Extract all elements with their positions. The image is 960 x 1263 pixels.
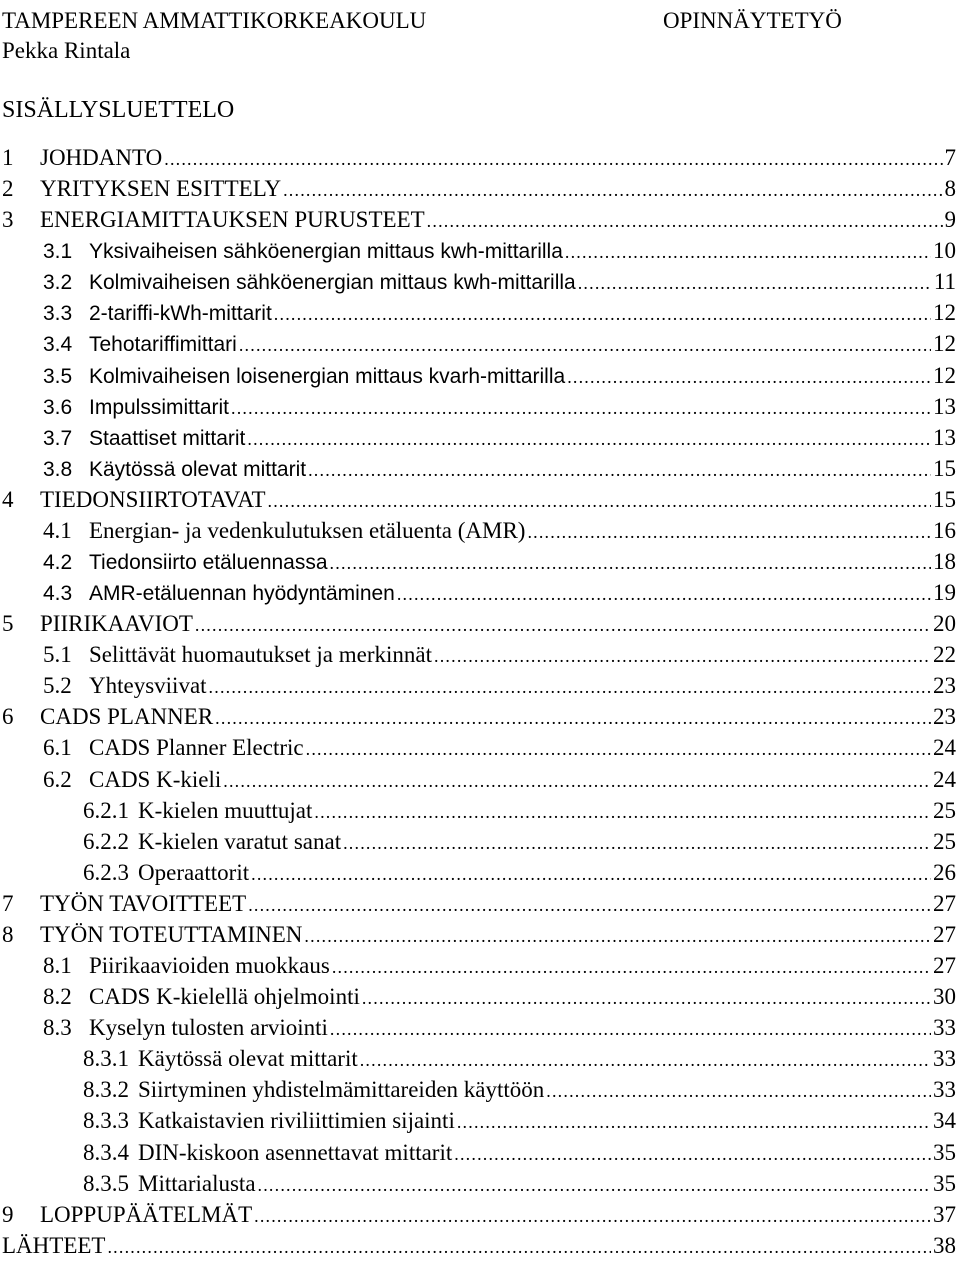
toc-entry-page: 18 bbox=[933, 549, 956, 575]
toc-entry-title: ENERGIAMITTAUKSEN PURUSTEET bbox=[40, 207, 425, 233]
toc-entry[interactable] bbox=[0, 1074, 960, 1105]
toc-entry-number: 2 bbox=[2, 176, 14, 202]
toc-entry-number: 6.2 bbox=[43, 766, 72, 792]
toc-entry-title: K-kielen varatut sanat bbox=[138, 828, 342, 854]
toc-entry-title: Siirtyminen yhdistelmämittareiden käyttöön bbox=[138, 1077, 545, 1103]
toc-entry-title: Staattiset mittarit bbox=[89, 426, 246, 450]
toc-entry-number: 7 bbox=[2, 890, 14, 916]
toc-leader-dots bbox=[274, 299, 931, 330]
toc-entry-number: 3.6 bbox=[43, 395, 73, 419]
toc-entry-page: 23 bbox=[933, 704, 956, 730]
toc-entry-page: 34 bbox=[933, 1108, 956, 1134]
toc-entry[interactable] bbox=[0, 453, 960, 484]
toc-entry-title: CADS Planner Electric bbox=[89, 735, 304, 761]
toc-leader-dots bbox=[209, 672, 931, 703]
toc-leader-dots bbox=[248, 890, 931, 921]
toc-leader-dots bbox=[223, 766, 931, 797]
toc-entry-number: 3.1 bbox=[43, 240, 73, 264]
toc-entry-title: CADS K-kieli bbox=[89, 766, 222, 792]
toc-leader-dots bbox=[164, 144, 942, 175]
toc-leader-dots bbox=[283, 175, 942, 206]
toc-entry[interactable] bbox=[0, 173, 960, 204]
toc-leader-dots bbox=[314, 797, 931, 828]
toc-entry-title: Mittarialusta bbox=[138, 1170, 256, 1196]
toc-entry[interactable] bbox=[0, 1105, 960, 1136]
toc-heading: SISÄLLYSLUETTELO bbox=[2, 97, 235, 123]
toc-leader-dots bbox=[434, 641, 931, 672]
toc-leader-dots bbox=[239, 330, 931, 361]
toc-leader-dots bbox=[332, 952, 931, 983]
toc-entry-title: Kyselyn tulosten arviointi bbox=[89, 1015, 328, 1041]
toc-entry-number: 3.3 bbox=[43, 302, 73, 326]
table-of-contents bbox=[0, 142, 960, 1261]
institution-name: TAMPEREEN AMMATTIKORKEAKOULU bbox=[2, 8, 427, 33]
toc-entry-title: Tehotariffimittari bbox=[89, 333, 237, 357]
toc-leader-dots bbox=[343, 828, 931, 859]
toc-entry-page: 35 bbox=[933, 1170, 956, 1196]
toc-entry[interactable] bbox=[0, 732, 960, 763]
toc-entry-number: 6.2.1 bbox=[83, 797, 129, 823]
toc-entry-number: 5.1 bbox=[43, 642, 72, 668]
toc-entry-page: 12 bbox=[933, 331, 956, 357]
toc-entry-page: 33 bbox=[933, 1046, 956, 1072]
toc-leader-dots bbox=[195, 610, 931, 641]
toc-entry-page: 12 bbox=[933, 300, 956, 326]
toc-entry-number: 9 bbox=[2, 1201, 14, 1227]
toc-entry-title: TIEDONSIIRTOTAVAT bbox=[40, 486, 266, 512]
toc-entry-number: 6 bbox=[2, 704, 14, 730]
toc-entry-page: 30 bbox=[933, 984, 956, 1010]
toc-entry-title: YRITYKSEN ESITTELY bbox=[40, 176, 282, 202]
toc-entry-page: 27 bbox=[933, 921, 956, 947]
toc-entry[interactable] bbox=[0, 577, 960, 608]
toc-entry[interactable] bbox=[0, 235, 960, 266]
toc-entry-number: 8.3.2 bbox=[83, 1077, 129, 1103]
toc-entry-title: Yksivaiheisen sähköenergian mittaus kwh-mittarilla bbox=[89, 240, 563, 264]
toc-entry[interactable] bbox=[0, 360, 960, 391]
toc-entry-number: 4.1 bbox=[43, 517, 72, 543]
toc-entry-title: Käytössä olevat mittarit bbox=[138, 1046, 358, 1072]
toc-entry-number: 8.3.4 bbox=[83, 1139, 129, 1165]
toc-entry-page: 9 bbox=[944, 207, 956, 233]
toc-entry-title: Operaattorit bbox=[138, 859, 250, 885]
toc-entry-page: 33 bbox=[933, 1015, 956, 1041]
toc-leader-dots bbox=[330, 548, 931, 579]
toc-entry[interactable] bbox=[0, 670, 960, 701]
toc-leader-dots bbox=[304, 921, 931, 952]
toc-entry[interactable] bbox=[0, 701, 960, 732]
toc-entry[interactable] bbox=[0, 608, 960, 639]
toc-entry-number: 3 bbox=[2, 207, 14, 233]
toc-entry-page: 12 bbox=[933, 362, 956, 388]
toc-entry-page: 35 bbox=[933, 1139, 956, 1165]
toc-entry-title: Katkaistavien riviliittimien sijainti bbox=[138, 1108, 455, 1134]
toc-entry[interactable] bbox=[0, 888, 960, 919]
toc-entry-number: 8.3 bbox=[43, 1015, 72, 1041]
toc-entry-page: 24 bbox=[933, 735, 956, 761]
toc-leader-dots bbox=[362, 983, 931, 1014]
toc-entry-page: 27 bbox=[933, 953, 956, 979]
toc-entry[interactable] bbox=[0, 266, 960, 297]
toc-entry-page: 15 bbox=[933, 486, 956, 512]
toc-entry-page: 13 bbox=[933, 424, 956, 450]
toc-entry[interactable] bbox=[0, 1012, 960, 1043]
toc-entry-title: TYÖN TOTEUTTAMINEN bbox=[40, 921, 303, 947]
document-type: OPINNÄYTETYÖ bbox=[663, 8, 842, 33]
toc-entry[interactable] bbox=[0, 204, 960, 235]
toc-entry[interactable] bbox=[0, 328, 960, 359]
toc-entry-number: 4 bbox=[2, 486, 14, 512]
toc-entry-page: 7 bbox=[944, 145, 956, 170]
toc-entry[interactable] bbox=[0, 1230, 960, 1261]
toc-entry-title: K-kielen muuttujat bbox=[138, 797, 313, 823]
toc-entry-page: 24 bbox=[933, 766, 956, 792]
toc-entry-number: 5 bbox=[2, 611, 14, 637]
toc-entry-number: 8.3.1 bbox=[83, 1046, 129, 1072]
toc-entry[interactable] bbox=[0, 639, 960, 670]
toc-leader-dots bbox=[567, 362, 931, 393]
toc-entry-page: 11 bbox=[933, 269, 956, 295]
toc-entry-title: Yhteysviivat bbox=[89, 673, 207, 699]
toc-entry-title: Tiedonsiirto etäluennassa bbox=[89, 551, 328, 575]
toc-entry[interactable] bbox=[0, 1199, 960, 1230]
toc-leader-dots bbox=[578, 268, 932, 299]
toc-entry[interactable] bbox=[0, 826, 960, 857]
toc-entry-page: 22 bbox=[933, 642, 956, 668]
toc-entry-page: 8 bbox=[944, 176, 956, 202]
toc-entry-title: Kolmivaiheisen loisenergian mittaus kvarh-mittarilla bbox=[89, 364, 566, 388]
toc-leader-dots bbox=[397, 579, 931, 610]
toc-entry-page: 38 bbox=[933, 1232, 956, 1258]
toc-entry[interactable] bbox=[0, 546, 960, 577]
toc-leader-dots bbox=[546, 1076, 931, 1107]
toc-entry-title: 2-tariffi-kWh-mittarit bbox=[89, 302, 272, 326]
toc-entry[interactable] bbox=[0, 142, 960, 173]
toc-entry-page: 23 bbox=[933, 673, 956, 699]
toc-entry[interactable] bbox=[0, 795, 960, 826]
toc-leader-dots bbox=[268, 486, 931, 517]
toc-entry-number: 8 bbox=[2, 921, 14, 947]
toc-leader-dots bbox=[251, 859, 931, 890]
toc-entry[interactable] bbox=[0, 981, 960, 1012]
toc-leader-dots bbox=[454, 1139, 931, 1170]
toc-entry-title: Kolmivaiheisen sähköenergian mittaus kwh-mittarilla bbox=[89, 271, 576, 295]
toc-entry[interactable] bbox=[0, 391, 960, 422]
toc-entry-title: Energian- ja vedenkulutuksen etäluenta (AMR) bbox=[89, 517, 526, 543]
toc-entry-page: 16 bbox=[933, 517, 956, 543]
toc-entry-page: 37 bbox=[933, 1201, 956, 1227]
toc-entry-title: TYÖN TAVOITTEET bbox=[40, 890, 247, 916]
toc-entry-number: 8.3.5 bbox=[83, 1170, 129, 1196]
toc-entry[interactable] bbox=[0, 515, 960, 546]
toc-entry-page: 20 bbox=[933, 611, 956, 637]
toc-entry[interactable] bbox=[0, 1043, 960, 1074]
toc-entry-title: Selittävät huomautukset ja merkinnät bbox=[89, 642, 433, 668]
toc-leader-dots bbox=[308, 455, 931, 486]
page-header bbox=[0, 2, 960, 72]
toc-entry-page: 10 bbox=[933, 238, 956, 264]
toc-entry[interactable] bbox=[0, 919, 960, 950]
toc-entry-page: 15 bbox=[933, 455, 956, 481]
toc-entry-title: LOPPUPÄÄTELMÄT bbox=[40, 1201, 253, 1227]
toc-entry-title: Piirikaavioiden muokkaus bbox=[89, 953, 330, 979]
toc-entry-number: 3.7 bbox=[43, 426, 73, 450]
toc-entry-number: 8.2 bbox=[43, 984, 72, 1010]
toc-entry-number: 4.3 bbox=[43, 582, 73, 606]
toc-leader-dots bbox=[306, 734, 931, 765]
toc-entry-title: CADS PLANNER bbox=[40, 704, 214, 730]
toc-entry[interactable] bbox=[0, 297, 960, 328]
toc-entry[interactable] bbox=[0, 1137, 960, 1168]
toc-entry-title: LÄHTEET bbox=[2, 1232, 106, 1258]
toc-leader-dots bbox=[215, 703, 931, 734]
toc-leader-dots bbox=[360, 1045, 931, 1076]
toc-entry-number: 6.1 bbox=[43, 735, 72, 761]
toc-leader-dots bbox=[254, 1201, 931, 1232]
toc-entry-number: 3.5 bbox=[43, 364, 73, 388]
toc-entry-number: 6.2.2 bbox=[83, 828, 129, 854]
toc-leader-dots bbox=[527, 517, 931, 548]
toc-leader-dots bbox=[247, 424, 931, 455]
toc-entry-page: 25 bbox=[933, 797, 956, 823]
toc-entry-title: AMR-etäluennan hyödyntäminen bbox=[89, 582, 395, 606]
toc-entry-number: 6.2.3 bbox=[83, 859, 129, 885]
toc-leader-dots bbox=[565, 237, 931, 268]
toc-entry-page: 27 bbox=[933, 890, 956, 916]
toc-leader-dots bbox=[330, 1014, 931, 1045]
toc-entry-number: 3.2 bbox=[43, 271, 73, 295]
author-name: Pekka Rintala bbox=[2, 38, 131, 63]
toc-leader-dots bbox=[231, 393, 931, 424]
toc-entry-number: 3.8 bbox=[43, 457, 73, 481]
toc-entry-number: 8.3.3 bbox=[83, 1108, 129, 1134]
toc-entry-title: Käytössä olevat mittarit bbox=[89, 457, 307, 481]
toc-entry[interactable] bbox=[0, 764, 960, 795]
toc-entry-title: JOHDANTO bbox=[40, 145, 163, 170]
toc-entry-page: 13 bbox=[933, 393, 956, 419]
toc-entry-page: 19 bbox=[933, 580, 956, 606]
toc-entry[interactable] bbox=[0, 950, 960, 981]
toc-leader-dots bbox=[258, 1170, 931, 1201]
toc-entry[interactable] bbox=[0, 484, 960, 515]
toc-leader-dots bbox=[457, 1107, 931, 1138]
toc-entry-page: 33 bbox=[933, 1077, 956, 1103]
toc-leader-dots bbox=[427, 206, 943, 237]
toc-entry-title: CADS K-kielellä ohjelmointi bbox=[89, 984, 360, 1010]
toc-entry-number: 1 bbox=[2, 145, 14, 170]
toc-entry-title: PIIRIKAAVIOT bbox=[40, 611, 193, 637]
toc-entry[interactable] bbox=[0, 857, 960, 888]
toc-entry-number: 4.2 bbox=[43, 551, 73, 575]
toc-entry[interactable] bbox=[0, 1168, 960, 1199]
toc-entry-number: 8.1 bbox=[43, 953, 72, 979]
toc-entry-title: Impulssimittarit bbox=[89, 395, 230, 419]
toc-entry-page: 25 bbox=[933, 828, 956, 854]
toc-entry-number: 3.4 bbox=[43, 333, 73, 357]
toc-entry-number: 5.2 bbox=[43, 673, 72, 699]
toc-entry-page: 26 bbox=[933, 859, 956, 885]
toc-entry[interactable] bbox=[0, 422, 960, 453]
toc-entry-title: DIN-kiskoon asennettavat mittarit bbox=[138, 1139, 453, 1165]
toc-leader-dots bbox=[107, 1232, 931, 1263]
